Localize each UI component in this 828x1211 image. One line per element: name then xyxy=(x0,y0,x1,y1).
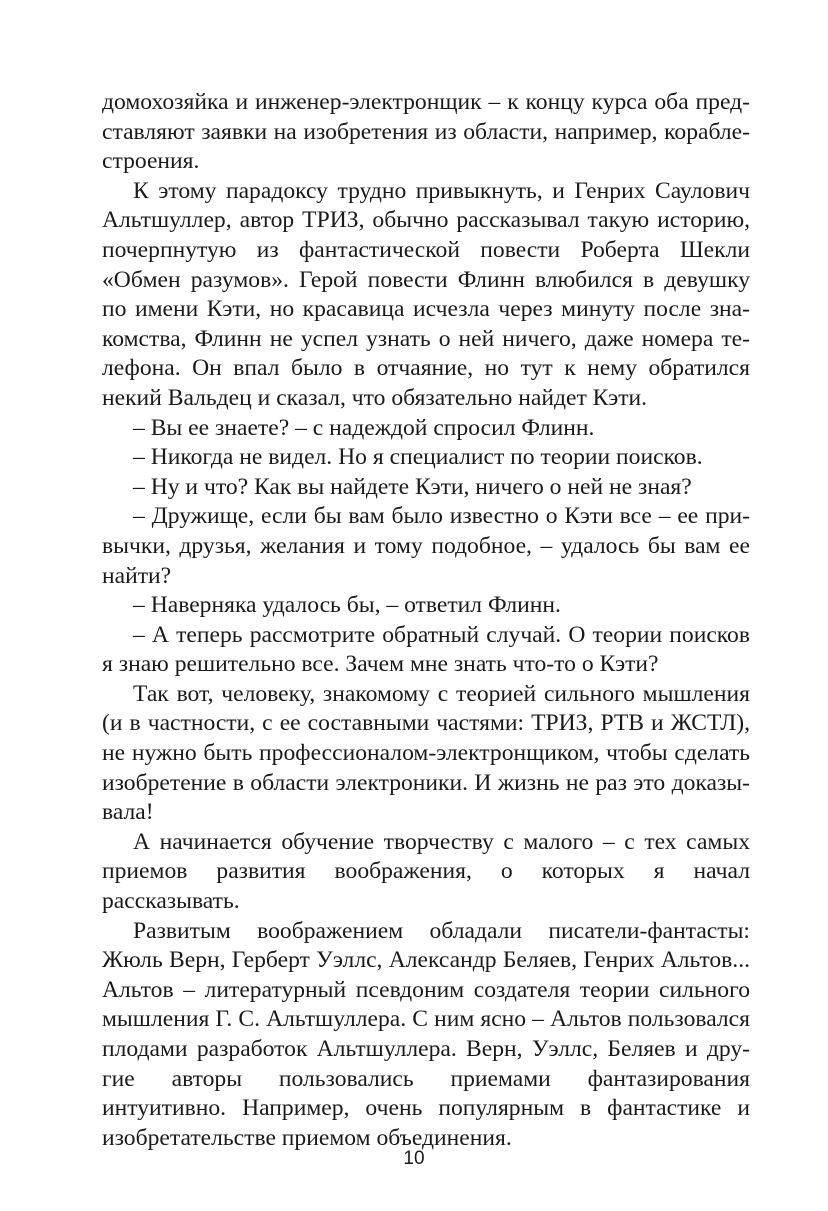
paragraph-2: К этому парадоксу трудно привыкнуть, и Генрих Саулович Альтшуллер, автор ТРИЗ, обычно рассказывал такую историю, почерпнутую из фантастической повести Роберта Шекли «Обмен разумов». Герой повести Флинн влюбился в девушку по имени Кэти, но красавица исчезла через минуту после знакомства, Флинн не успел узнать о ней ничего, даже номера телефона. Он впал было в отчаяние, но тут к нему обратился некий Вальдец и сказал, что обязательно найдет Кэти. xyxy=(102,177,750,411)
paragraph-5: Развитым воображением обладали писатели-фантасты: Жюль Верн, Герберт Уэллс, Александр Беляев, Генрих Альтов... Альтов – литературный псевдоним создателя теории сильного мышления Г. С. Альтшуллера. С ним ясно – Альтов пользовался плодами разработок Альтшуллера. Верн, Уэллс, Беляев и другие авторы пользовались приемами фантазирования интуитивно. Например, очень популярным в фантастике и изобретательстве приемом объединения. xyxy=(102,917,750,1151)
dialogue-line-1: – Вы ее знаете? – с надеждой спросил Флинн. xyxy=(133,414,595,441)
dialogue-line-4: – Дружище, если бы вам было известно о Кэти все – ее привычки, друзья, желания и тому подобное, – удалось бы вам ее найти? xyxy=(102,503,750,589)
paragraph-1: домохозяйка и инженер-электронщик – к концу курса оба представляют заявки на изобретения из области, например, кораблестроения. xyxy=(102,89,750,175)
page-number: 10 xyxy=(403,1148,425,1169)
paragraph-4: А начинается обучение творчеству с малого – с тех самых приемов развития воображения, о которых я начал рассказывать. xyxy=(102,828,750,915)
dialogue-line-2: – Никогда не видел. Но я специалист по теории поисков. xyxy=(133,444,703,471)
dialogue-line-5: – Наверняка удалось бы, – ответил Флинн. xyxy=(133,592,561,619)
paragraph-3: Так вот, человеку, знакомому с теорией сильного мышления (и в частности, с ее составными частями: ТРИЗ, РТВ и ЖСТЛ), не нужно быть профессионалом-электронщиком, чтобы сделать изобретение в области электроники. И жизнь не раз это доказывала! xyxy=(102,680,750,826)
dialogue-line-6: – А теперь рассмотрите обратный случай. О теории поисков я знаю решительно все. Зачем мне знать что-то о Кэти? xyxy=(102,621,750,678)
dialogue-line-3: – Ну и что? Как вы найдете Кэти, ничего о ней не зная? xyxy=(133,473,692,500)
body-text xyxy=(102,88,750,1153)
